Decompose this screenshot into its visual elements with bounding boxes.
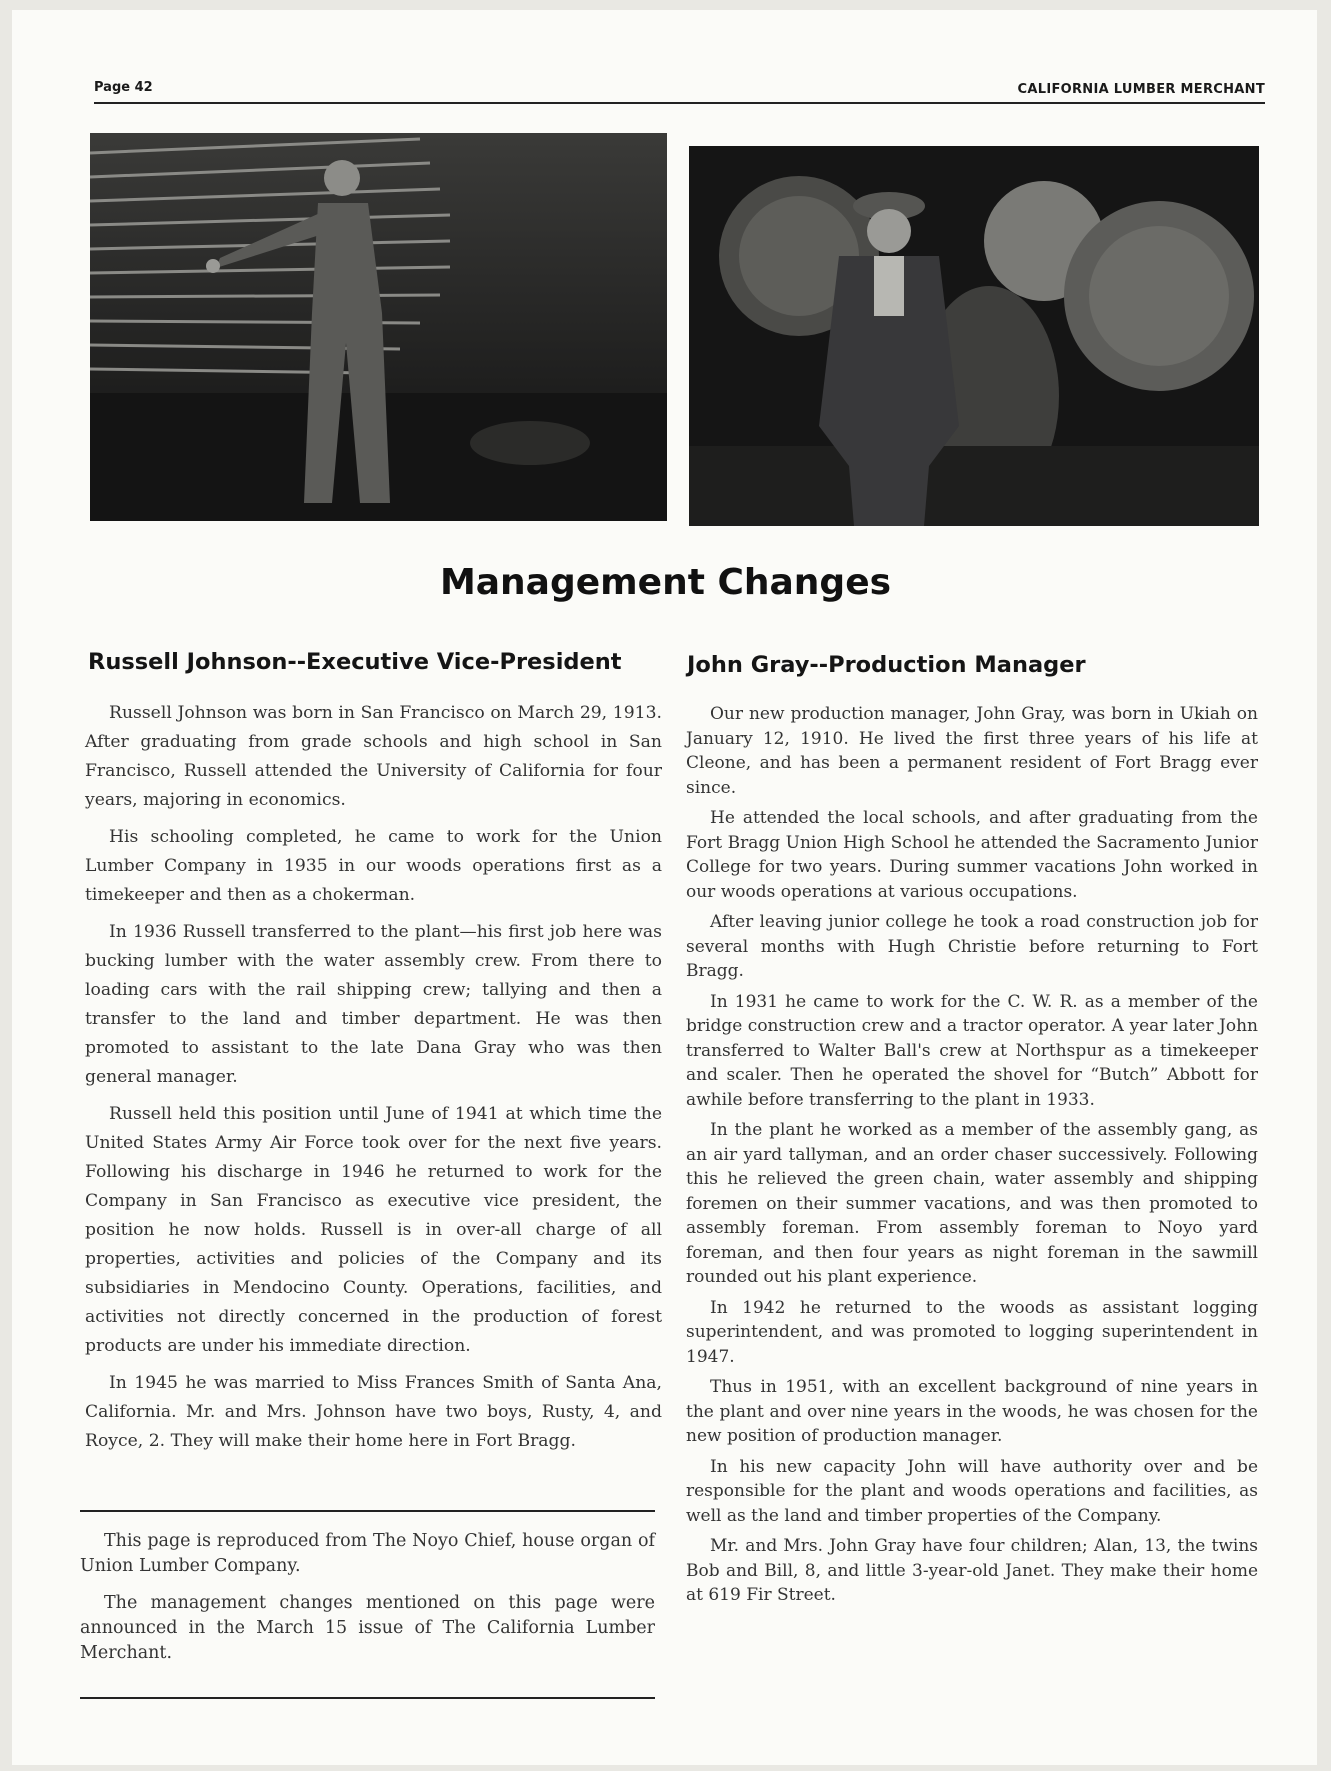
photo-john-gray-image (689, 146, 1259, 526)
paragraph: Mr. and Mrs. John Gray have four children; Alan, 13, the twins Bob and Bill, 8, and little 3-year-old Janet. They make their home at 619 Fir Street. (686, 1536, 1258, 1605)
article-russell-johnson (85, 699, 662, 1464)
paragraph: Russell Johnson was born in San Francisco on March 29, 1913. After graduating from grade schools and high school in San Francisco, Russell attended the University of California for four years, majoring in economics. (85, 703, 662, 810)
photo-russell-johnson-image (90, 133, 667, 521)
note-paragraph: The management changes mentioned on this page were announced in the March 15 issue of The California Lumber Merchant. (80, 1593, 655, 1663)
paragraph: In 1945 he was married to Miss Frances Smith of Santa Ana, California. Mr. and Mrs. Johnson have two boys, Rusty, 4, and Royce, 2. They will make their home here in Fort Bragg. (85, 1373, 662, 1451)
photo-john-gray (689, 146, 1259, 526)
paragraph: In the plant he worked as a member of the assembly gang, as an air yard tallyman, and an order chaser successively. Following this he relieved the green chain, water assembly and shipping foremen on their summer vacations, and was then promoted to assembly foreman. From assembly foreman to Noyo yard foreman, and then four years as night foreman in the sawmill rounded out his plant experience. (686, 1120, 1258, 1287)
photo-russell-johnson (90, 133, 667, 521)
paragraph: After leaving junior college he took a road construction job for several months with Hugh Christie before returning to Fort Bragg. (686, 912, 1258, 981)
subhead-john-gray: John Gray--Production Manager (687, 652, 1086, 678)
paragraph: He attended the local schools, and after graduating from the Fort Bragg Union High School he attended the Sacramento Junior College for two years. During summer vacations John worked in our woods operations at various occupations. (686, 808, 1258, 902)
header-rule (94, 102, 1265, 104)
note-paragraph: This page is reproduced from The Noyo Chief, house organ of Union Lumber Company. (80, 1531, 655, 1576)
paragraph: In 1936 Russell transferred to the plant—his first job here was bucking lumber with the water assembly crew. From there to loading cars with the rail shipping crew; tallying and then a transfer to the land and timber department. He was then promoted to assistant to the late Dana Gray who was then general manager. (85, 922, 662, 1087)
page-number: Page 42 (94, 80, 153, 95)
publication-title: CALIFORNIA LUMBER MERCHANT (1017, 82, 1265, 97)
paragraph: In 1931 he came to work for the C. W. R. as a member of the bridge construction crew and a tractor operator. A year later John transferred to Walter Ball's crew at Northspur as a timekeeper and scaler. Then he operated the shovel for “Butch” Abbott for awhile before transferring to the plant in 1933. (686, 991, 1258, 1110)
note-rule-top (80, 1510, 655, 1512)
article-john-gray (686, 702, 1258, 1614)
page-header (94, 80, 1265, 104)
paragraph: His schooling completed, he came to work for the Union Lumber Company in 1935 in our woods operations first as a timekeeper and then as a chokerman. (85, 827, 662, 905)
subhead-russell-johnson: Russell Johnson--Executive Vice-President (88, 649, 622, 675)
paragraph: Russell held this position until June of 1941 at which time the United States Army Air Force took over for the next five years. Following his discharge in 1946 he returned to work for the Company in San Francisco as executive vice president, the position he now holds. Russell is in over-all charge of all properties, activities and policies of the Company and its subsidiaries in Mendocino County. Operations, facilities, and activities not directly concerned in the production of forest products are under his immediate direction. (85, 1104, 662, 1356)
paragraph: Our new production manager, John Gray, was born in Ukiah on January 12, 1910. He lived the first three years of his life at Cleone, and has been a permanent resident of Fort Bragg ever since. (686, 704, 1258, 798)
paragraph: In 1942 he returned to the woods as assistant logging superintendent, and was promoted to logging superintendent in 1947. (686, 1297, 1258, 1367)
note-rule-bottom (80, 1697, 655, 1699)
paragraph: In his new capacity John will have authority over and be responsible for the plant and woods operations and facilities, as well as the land and timber properties of the Company. (686, 1456, 1258, 1526)
paragraph: Thus in 1951, with an excellent background of nine years in the plant and over nine years in the woods, he was chosen for the new position of production manager. (686, 1377, 1258, 1446)
page-headline: Management Changes (439, 562, 892, 603)
editorial-note (80, 1529, 655, 1678)
